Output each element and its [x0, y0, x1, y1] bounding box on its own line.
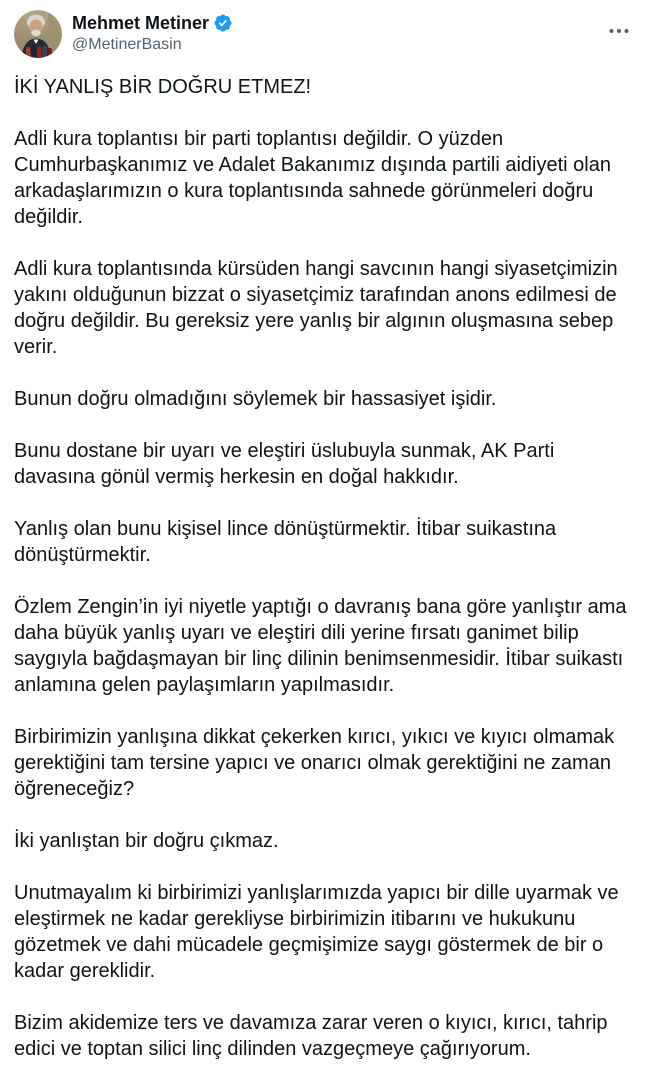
- tweet-paragraph: Birbirimizin yanlışına dikkat çekerken kırıcı, yıkıcı ve kıyıcı olmamak gerektiğini tam tersine yapıcı ve onarıcı olmak gerektiğini ne zaman öğreneceğiz?: [14, 726, 620, 800]
- tweet-paragraph: Unutmayalım ki birbirimizi yanlışlarımızda yapıcı bir dille uyarmak ve eleştirmek ne kadar gerekliyse birbirimizin itibarını ve hukukunu gözetmek ve dahi mücadele geçmişimize saygı göstermek de bir o kadar gereklidir.: [14, 882, 625, 982]
- tweet-paragraph: Bunun doğru olmadığını söylemek bir hassasiyet işidir.: [14, 388, 497, 410]
- user-info: [72, 10, 233, 55]
- more-button[interactable]: [604, 16, 634, 46]
- tweet-paragraph: Özlem Zengin’in iyi niyetle yaptığı o davranış bana göre yanlıştır ama daha büyük yanlış uyarı ve eleştiri dili yerine fırsatı ganimet bilip saygıyla bağdaşmayan bir linç dilinin benimsenmesidir. İtibar suikastı anlamına gelen paylaşımların yapılmasıdır.: [14, 596, 633, 696]
- tweet-text: [14, 74, 636, 1062]
- display-name[interactable]: Mehmet Metiner: [72, 13, 210, 33]
- tweet-paragraph: Adli kura toplantısı bir parti toplantısı değildir. O yüzden Cumhurbaşkanımız ve Adalet Bakanımız dışında partili aidiyeti olan arkadaşlarımızın o kura toplantısında sahnede görünmeleri doğru değildir.: [14, 128, 617, 228]
- tweet-paragraph: Bunu dostane bir uyarı ve eleştiri üslubuyla sunmak, AK Parti davasına gönül vermiş herkesin en doğal hakkıdır.: [14, 440, 560, 488]
- tweet-paragraph: Yanlış olan bunu kişisel lince dönüştürmektir. İtibar suikastına dönüştürmektir.: [14, 518, 562, 566]
- avatar[interactable]: [14, 10, 62, 58]
- tweet-paragraph: Adli kura toplantısında kürsüden hangi savcının hangi siyasetçimizin yakını olduğunun bizzat o siyasetçimiz tarafından anons edilmesi de doğru değildir. Bu gereksiz yere yanlış bir algının oluşmasına sebep verir.: [14, 258, 624, 358]
- tweet-paragraph: İKİ YANLIŞ BİR DOĞRU ETMEZ!: [14, 76, 312, 98]
- tweet-paragraph: Bizim akidemize ters ve davamıza zarar veren o kıyıcı, kırıcı, tahrip edici ve toptan silici linç dilinden vazgeçmeye çağırıyorum.: [14, 1012, 614, 1060]
- tweet-paragraph: İki yanlıştan bir doğru çıkmaz.: [14, 830, 279, 852]
- avatar-image: [14, 10, 62, 58]
- verified-badge-icon: [213, 13, 233, 33]
- name-row: [72, 12, 233, 34]
- tweet-header: [14, 10, 636, 58]
- more-horizontal-icon: [607, 19, 631, 43]
- user-handle[interactable]: @MetinerBasin: [72, 36, 182, 53]
